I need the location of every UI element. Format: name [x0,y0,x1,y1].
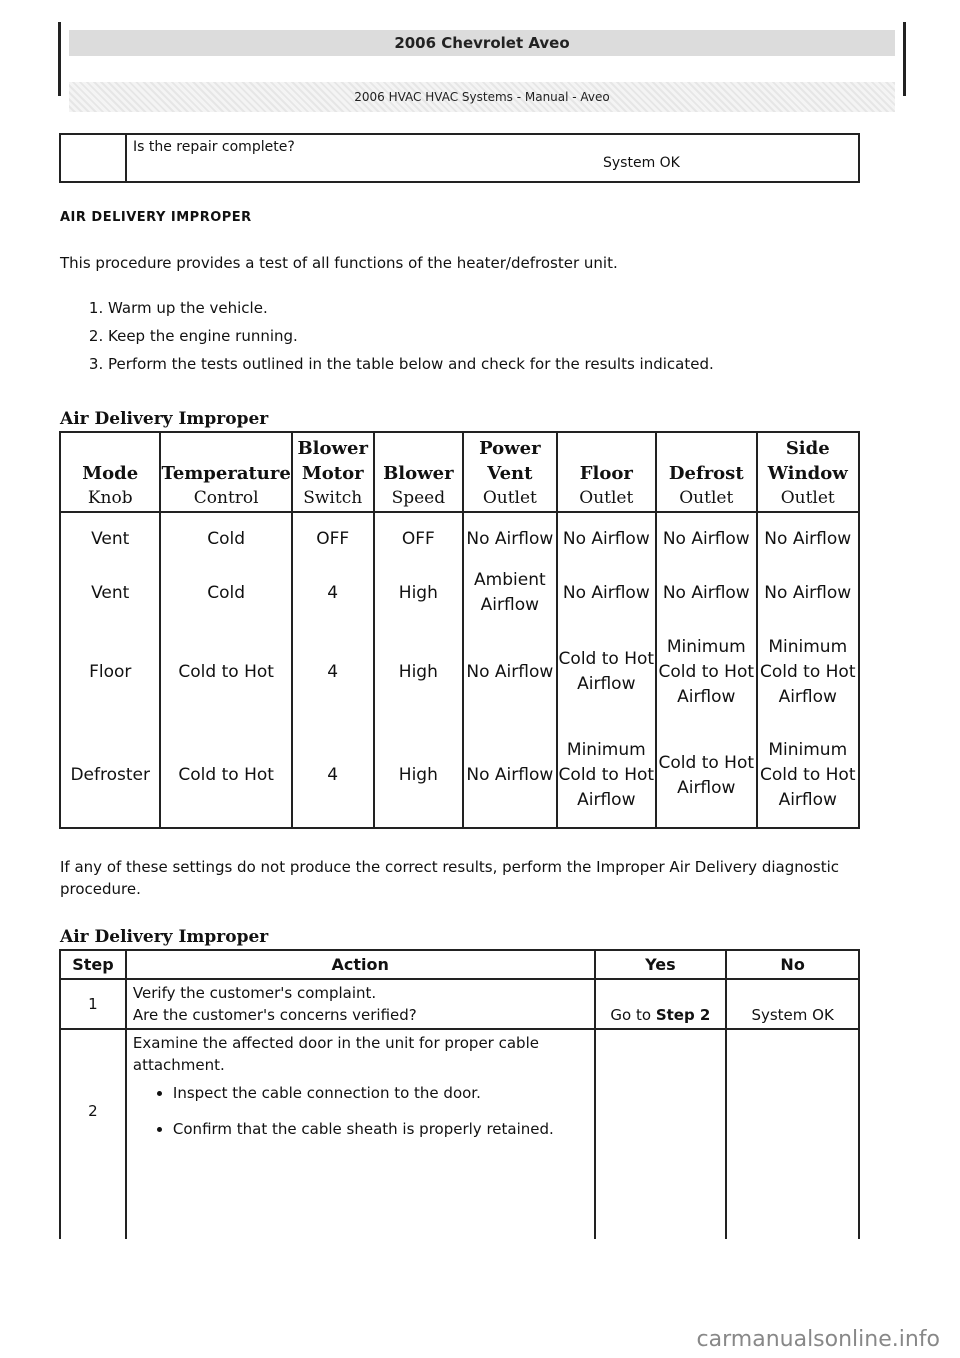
table-row [60,566,859,620]
table-cell: No Airflow [463,620,556,724]
table-cell: No Airflow [656,566,756,620]
header-mode-knob: Mode Knob [60,432,160,512]
procedure-step: 2. Keep the engine running. [108,322,714,350]
table-cell: No Airflow [463,724,556,828]
table-cell: Minimum Cold to Hot Airflow [656,620,756,724]
yes-cell [595,979,727,1029]
table-cell: 4 [292,724,374,828]
header-blower-speed: Blower Speed [374,432,464,512]
table-cell: Cold [160,512,291,566]
system-ok-result: System OK [603,155,680,171]
action-cell [126,1029,595,1239]
table-row [60,979,859,1029]
mode-table-caption: Air Delivery Improper [60,409,269,429]
intro-text: This procedure provides a test of all functions of the heater/defroster unit. [60,254,618,272]
table-cell: Vent [60,566,160,620]
table-cell: Cold [160,566,291,620]
table-cell: High [374,724,464,828]
header-no: No [726,950,859,979]
table-cell: Minimum Cold to Hot Airflow [757,620,860,724]
table-cell: 4 [292,620,374,724]
table-row [60,512,859,566]
header-blower-motor-switch: Blower Motor Switch [292,432,374,512]
repair-question: Is the repair complete? [133,139,295,155]
procedure-steps [60,294,714,378]
procedure-step: 3. Perform the tests outlined in the table below and check for the results indicated. [108,350,714,378]
table-cell: Minimum Cold to Hot Airflow [757,724,860,828]
action-text: Verify the customer's complaint. [132,984,377,1002]
list-item: • Confirm that the cable sheath is properly retained. [173,1118,588,1140]
action-cell [126,134,859,182]
table-cell: No Airflow [656,512,756,566]
table-cell: High [374,566,464,620]
yes-cell [595,1029,727,1239]
step-number: 2 [60,1029,126,1239]
document-subtitle: 2006 HVAC HVAC Systems - Manual - Aveo [69,82,895,112]
table-cell: No Airflow [557,566,656,620]
table-cell: Cold to Hot Airflow [656,724,756,828]
header-floor-outlet: Floor Outlet [557,432,656,512]
action-question: Are the customer's concerns verified? [132,1006,417,1024]
header-power-vent-outlet: Power Vent Outlet [463,432,556,512]
step-cell [60,134,126,182]
action-bullets [133,1082,588,1140]
table-cell: 4 [292,566,374,620]
diagnostic-step-table [59,949,860,1239]
table-cell: OFF [374,512,464,566]
section-heading: AIR DELIVERY IMPROPER [60,210,252,225]
step-table-caption: Air Delivery Improper [60,927,269,947]
no-cell [726,1029,859,1239]
table-row [60,620,859,724]
no-cell: System OK [726,979,859,1029]
table-cell: No Airflow [463,512,556,566]
header-yes: Yes [595,950,727,979]
table-row [60,1029,859,1239]
list-item: • Inspect the cable connection to the door. [173,1082,588,1104]
table-cell: No Airflow [757,512,860,566]
table-cell: OFF [292,512,374,566]
table-cell: Vent [60,512,160,566]
action-text: Examine the affected door in the unit for proper cable attachment. [132,1034,539,1074]
header-temperature-control: Temperature Control [160,432,291,512]
previous-step-table [59,133,860,183]
air-delivery-test-table [59,431,860,829]
page-header [58,22,906,104]
header-side-window-outlet: Side Window Outlet [757,432,860,512]
step-number: 1 [60,979,126,1029]
table-cell: Cold to Hot Airflow [557,620,656,724]
header-defrost-outlet: Defrost Outlet [656,432,756,512]
table-cell: Ambient Airflow [463,566,556,620]
table-cell: Minimum Cold to Hot Airflow [557,724,656,828]
table-cell: No Airflow [557,512,656,566]
header-action: Action [126,950,595,979]
watermark: carmanualsonline.info [696,1327,940,1352]
table-cell: Cold to Hot [160,724,291,828]
table-cell: Defroster [60,724,160,828]
step-2-link[interactable]: Step 2 [655,1006,711,1024]
yes-text: Go to [610,1006,656,1024]
table-cell: Floor [60,620,160,724]
table-row [60,724,859,828]
action-cell [126,979,595,1029]
document-title: 2006 Chevrolet Aveo [69,30,895,56]
table-cell: No Airflow [757,566,860,620]
diagnostic-note: If any of these settings do not produce the correct results, perform the Improper Air Delivery diagnostic procedure. [60,858,840,898]
table-cell: High [374,620,464,724]
procedure-step: 1. Warm up the vehicle. [108,294,714,322]
header-step: Step [60,950,126,979]
table-cell: Cold to Hot [160,620,291,724]
